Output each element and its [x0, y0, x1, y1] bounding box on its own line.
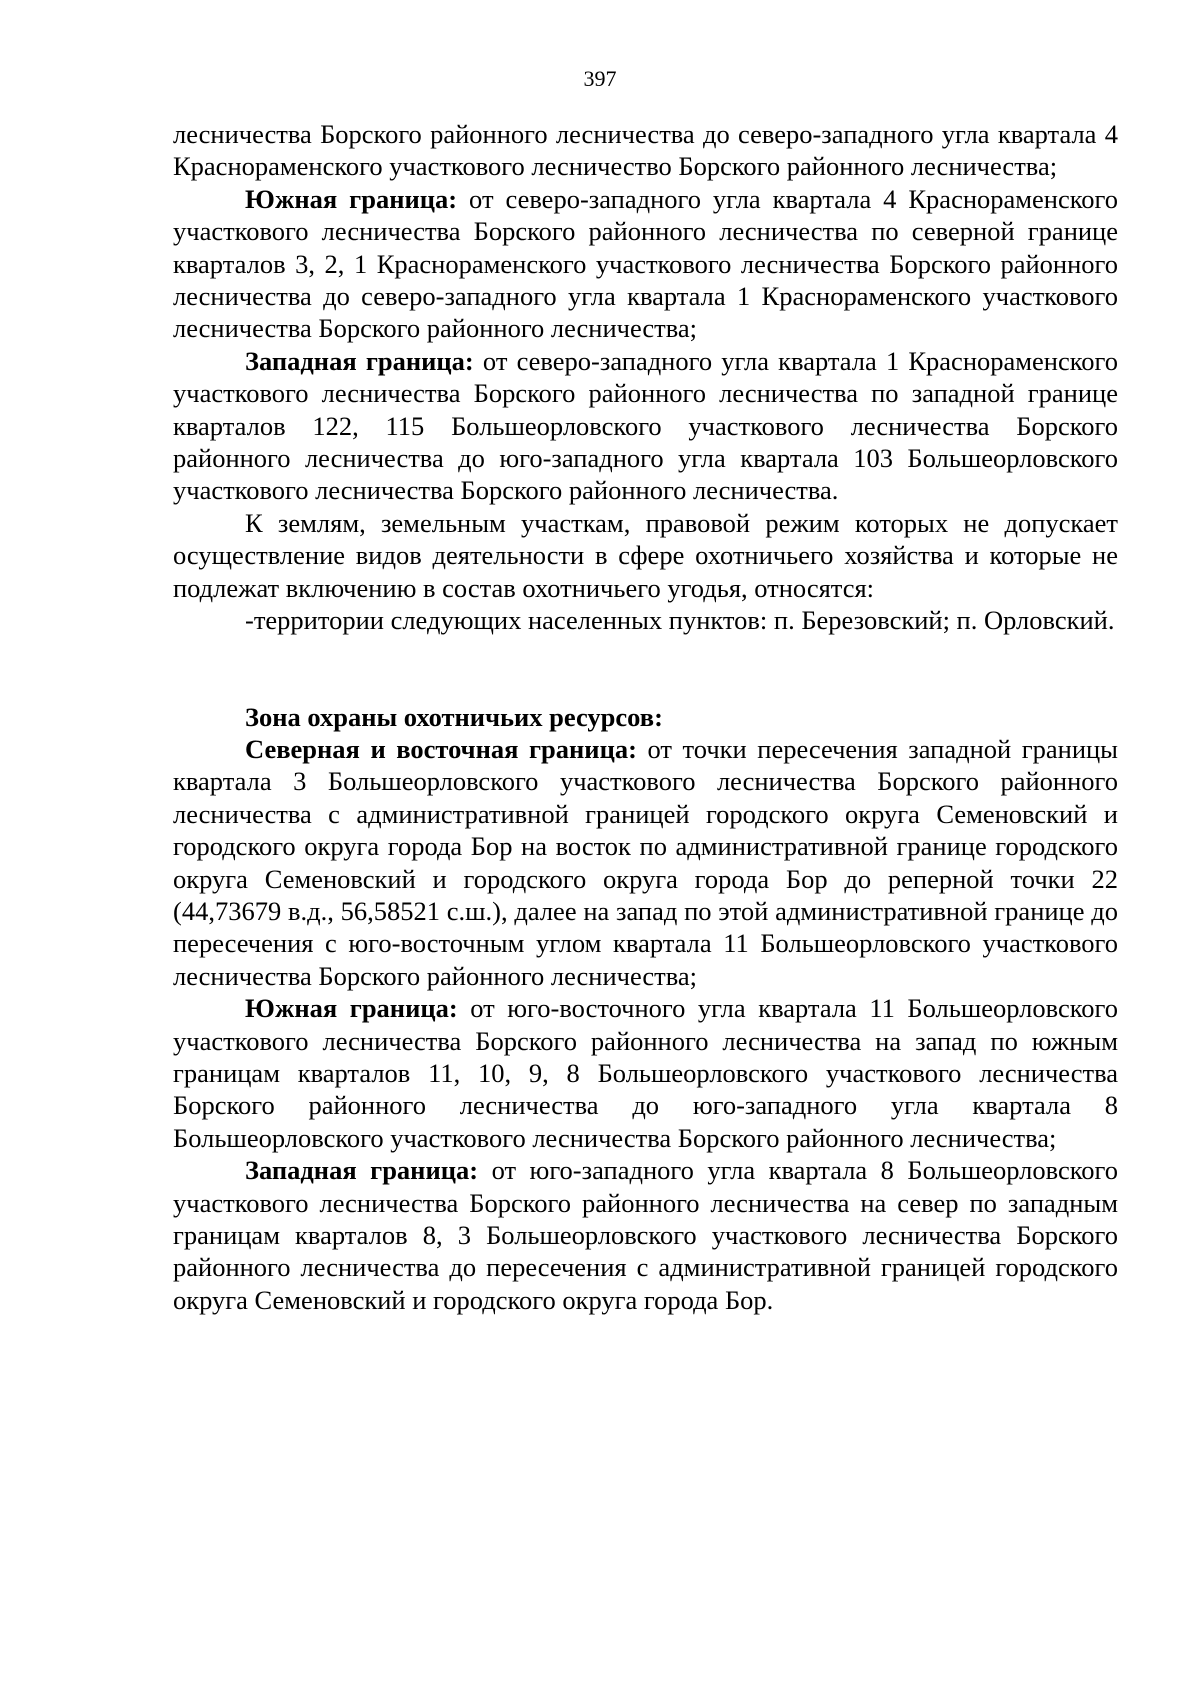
south-boundary-label: Южная граница: — [245, 183, 458, 214]
zone-west-boundary-text: от юго-западного угла квартала 8 Большеорловского участкового лесничества Борского районного лесничества на север по западным границам кварталов 8, 3 Большеорловского участкового лесничества Борского районного лесничества до пересечения с административной границей городского округа Семеновский и городского округа города Бор. — [173, 1155, 1118, 1315]
zone-south-boundary-label: Южная граница: — [245, 993, 458, 1024]
paragraph-settlements: -территории следующих населенных пунктов: п. Березовский; п. Орловский. — [245, 605, 1115, 636]
paragraph-zone-south-boundary — [173, 992, 1118, 1154]
paragraph-north-east-boundary — [173, 733, 1118, 992]
north-east-boundary-text: от точки пересечения западной границы квартала 3 Большеорловского участкового лесничества Борского районного лесничества с административной границей городского округа Семеновский и городского округа города Бор на восток по административной границе городского округа Семеновский и городского округа города Бор до реперной точки 22 (44,73679 в.д., 56,58521 с.ш.), далее на запад по этой административной границе до пересечения с юго-восточным углом квартала 11 Большеорловского участкового лесничества Борского районного лесничества; — [173, 733, 1118, 991]
paragraph-lands: К землям, земельным участкам, правовой режим которых не допускает осуществление видов деятельности в сфере охотничьего хозяйства и которые не подлежат включению в состав охотничьего угодья, относятся: — [173, 507, 1118, 603]
section-heading: Зона охраны охотничьих ресурсов: — [245, 701, 663, 732]
paragraph-south-boundary — [173, 183, 1118, 345]
north-east-boundary-label: Северная и восточная граница: — [245, 733, 637, 764]
page-number: 397 — [583, 66, 617, 91]
south-boundary-text: от северо-западного угла квартала 4 Краснораменского участкового лесничества Борского районного лесничества по северной границе кварталов 3, 2, 1 Краснораменского участкового лесничества Борского районного лесничества до северо-западного угла квартала 1 Краснораменского участкового лесничества Борского районного лесничества; — [173, 183, 1118, 344]
paragraph-west-boundary — [173, 345, 1118, 507]
section-spacer — [173, 637, 1118, 701]
zone-south-boundary-text: от юго-восточного угла квартала 11 Большеорловского участкового лесничества Борского районного лесничества на запад по южным границам кварталов 11, 10, 9, 8 Большеорловского участкового лесничества Борского районного лесничества до юго-западного угла квартала 8 Большеорловского участкового лесничества Борского районного лесничества; — [173, 993, 1118, 1153]
zone-west-boundary-label: Западная граница: — [245, 1155, 479, 1186]
paragraph-zone-west-boundary — [173, 1154, 1118, 1316]
west-boundary-label: Западная граница: — [245, 345, 474, 376]
document-body — [173, 118, 1118, 1316]
paragraph-continuation: лесничества Борского районного лесничества до северо-западного угла квартала 4 Краснораменского участкового лесничество Борского районного лесничества; — [173, 119, 1118, 182]
west-boundary-text: от северо-западного угла квартала 1 Краснораменского участкового лесничества Борского районного лесничества по западной границе кварталов 122, 115 Большеорловского участкового лесничества Борского районного лесничества до юго-западного угла квартала 103 Большеорловского участкового лесничества Борского районного лесничества. — [173, 345, 1118, 506]
